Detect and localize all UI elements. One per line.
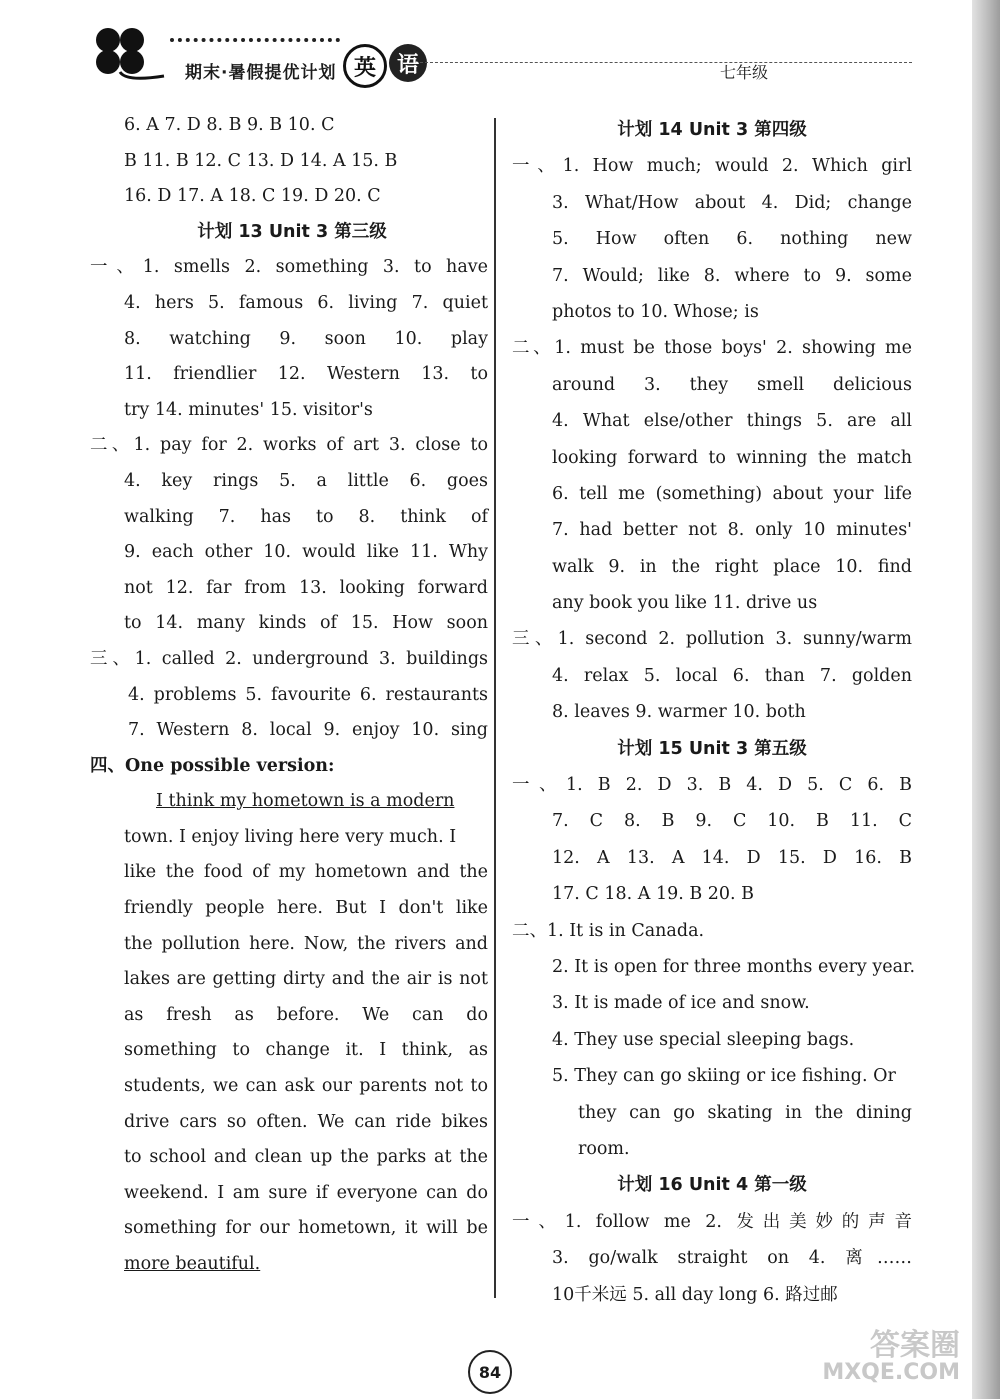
answer-line: 17. C 18. A 19. B 20. B	[552, 884, 755, 905]
answer-line: 二、1. It is in Canada.	[512, 920, 705, 941]
answer-line: 一、1. B 2. D 3. B 4. D 5. C 6. B	[512, 775, 912, 796]
answer-line: any book you like 11. drive us	[552, 593, 818, 614]
grade-label: 七年级	[720, 63, 769, 82]
answer-line: try 14. minutes' 15. visitor's	[124, 399, 373, 420]
answer-line: 4. They use special sleeping bags.	[552, 1029, 855, 1050]
answer-line: around 3. they smell delicious	[552, 374, 912, 395]
answer-line: like the food of my hometown and the	[124, 862, 488, 883]
answer-line: 三、1. called 2. underground 3. buildings	[90, 648, 488, 669]
answer-line: weekend. I am sure if everyone can do	[124, 1182, 488, 1203]
answer-line: 8. leaves 9. warmer 10. both	[552, 702, 806, 723]
answer-line: 2. It is open for three months every year.	[552, 956, 916, 977]
answer-line: 6. A 7. D 8. B 9. B 10. C	[124, 115, 335, 135]
answer-line: not 12. far from 13. looking forward	[124, 577, 488, 598]
answer-line: 5. They can go skiing or ice fishing. Or	[552, 1066, 896, 1087]
answer-line: 12. A 13. A 14. D 15. D 16. B	[552, 847, 912, 868]
answer-line: 6. tell me (something) about your life	[552, 483, 912, 504]
answer-line: 3. What/How about 4. Did; change	[552, 192, 912, 213]
answer-line: 8. watching 9. soon 10. play	[124, 328, 488, 349]
answer-line: 7. Western 8. local 9. enjoy 10. sing	[128, 720, 488, 741]
answer-line: the pollution here. Now, the rivers and	[124, 933, 488, 954]
answer-line: 3. go/walk straight on 4. 离……	[552, 1248, 912, 1269]
series-title: 期末·暑假提优计划	[185, 63, 337, 83]
answer-line: I think my hometown is a modern	[156, 791, 455, 812]
page-number: 84	[468, 1350, 512, 1394]
answer-line: 一、1. How much; would 2. Which girl	[512, 156, 912, 177]
answer-line: lakes are getting dirty and the air is not	[124, 969, 488, 990]
answer-line: room.	[578, 1138, 630, 1159]
left-column	[90, 108, 488, 1283]
subject-char-2: 语	[389, 44, 427, 82]
answer-line: to 14. many kinds of 15. How soon	[124, 613, 488, 634]
answer-line: 三、1. second 2. pollution 3. sunny/warm	[512, 629, 912, 650]
answer-line: town. I enjoy living here very much. I	[124, 826, 457, 847]
answer-line: something to change it. I think, as	[124, 1040, 488, 1061]
page-header	[0, 0, 1000, 100]
page-edge	[972, 0, 1000, 1399]
answer-line: 计划 14 Unit 3 第四级	[617, 120, 807, 140]
answer-line: more beautiful.	[124, 1254, 261, 1274]
answer-line: 7. had better not 8. only 10 minutes'	[552, 520, 912, 541]
answer-line: 计划 15 Unit 3 第五级	[617, 738, 807, 759]
answer-line: 计划 13 Unit 3 第三级	[197, 221, 387, 242]
subject-char-1: 英	[343, 44, 387, 88]
right-column	[512, 112, 916, 1313]
answer-line: photos to 10. Whose; is	[552, 301, 759, 322]
answer-line: looking forward to winning the match	[552, 447, 912, 468]
answer-line: walk 9. in the right place 10. find	[552, 556, 912, 577]
answer-line: to school and clean up the parks at the	[124, 1147, 488, 1168]
answer-line: 5. How often 6. nothing new	[552, 229, 912, 250]
watermark-url: MXQE.COM	[822, 1360, 960, 1385]
answer-line: 四、One possible version:	[90, 755, 335, 776]
answer-line: 计划 16 Unit 4 第一级	[617, 1175, 807, 1196]
clover-logo-icon	[86, 26, 166, 82]
answer-line: walking 7. has to 8. think of	[124, 506, 488, 527]
watermark-logo: 答案圈	[870, 1328, 960, 1363]
answer-line: students, we can ask our parents not to	[124, 1076, 488, 1097]
answer-line: 4. hers 5. famous 6. living 7. quiet	[124, 292, 488, 313]
subject-badge	[343, 44, 427, 88]
answer-line: friendly people here. But I don't like	[124, 898, 488, 919]
answer-line: 4. What else/other things 5. are all	[552, 411, 912, 432]
answer-line: 一、1. follow me 2. 发出美妙的声音	[512, 1211, 912, 1232]
answer-line: 4. relax 5. local 6. than 7. golden	[552, 665, 912, 686]
answer-line: something for our hometown, it will be	[124, 1218, 488, 1239]
answer-line: 4. key rings 5. a little 6. goes	[124, 470, 488, 491]
answer-line: 16. D 17. A 18. C 19. D 20. C	[124, 186, 381, 207]
answer-line: drive cars so often. We can ride bikes	[124, 1111, 488, 1132]
answer-line: 10千米远 5. all day long 6. 路过邮	[552, 1284, 838, 1305]
answer-line: they can go skating in the dining	[578, 1102, 912, 1123]
column-divider	[494, 118, 496, 1298]
answer-line: 一、1. smells 2. something 3. to have	[90, 257, 488, 278]
answer-line: as fresh as before. We can do	[124, 1004, 488, 1025]
answer-line: 9. each other 10. would like 11. Why	[124, 542, 488, 563]
answer-line: 4. problems 5. favourite 6. restaurants	[128, 684, 488, 705]
header-rule	[420, 62, 912, 63]
answer-line: 3. It is made of ice and snow.	[552, 993, 810, 1014]
answer-line: 11. friendlier 12. Western 13. to	[124, 364, 488, 385]
header-dot-line	[170, 38, 340, 42]
answer-line: 二、1. must be those boys' 2. showing me	[512, 338, 912, 359]
answer-line: B 11. B 12. C 13. D 14. A 15. B	[124, 150, 398, 171]
answer-line: 二、1. pay for 2. works of art 3. close to	[90, 435, 488, 456]
answer-line: 7. C 8. B 9. C 10. B 11. C	[552, 811, 912, 832]
answer-line: 7. Would; like 8. where to 9. some	[552, 265, 912, 286]
